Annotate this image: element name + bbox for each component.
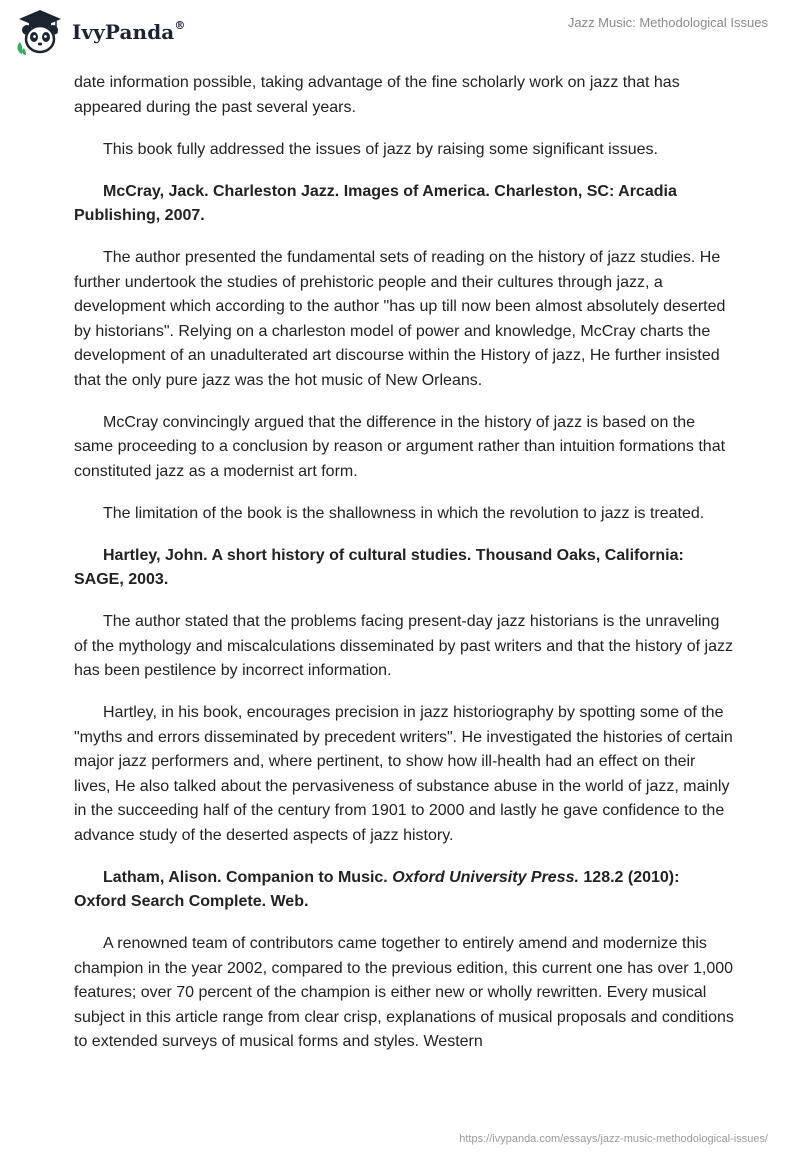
essay-body [74,71,734,1072]
brand-name: IvyPanda® [72,19,186,44]
paragraph: The author presented the fundamental sets of reading on the history of jazz studies. He further undertook the studies of prehistoric people and their cultures through jazz, a development which according to the author "has up till now been almost absolutely deserted by historians". Relying on a charleston model of power and knowledge, McCray charts the development of an unadulterated art discourse within the History of jazz, He further insisted that the only pure jazz was the hot music of New Orleans. [74,249,726,389]
citation-mccray: McCray, Jack. Charleston Jazz. Images of America. Charleston, SC: Arcadia Publishing, 2007. [74,182,677,224]
document-title: Jazz Music: Methodological Issues [567,15,768,30]
citation-latham: Latham, Alison. Companion to Music. Oxford University Press. 128.2 (2010): Oxford Search Complete. Web. [74,868,680,910]
citation-hartley: Hartley, John. A short history of cultural studies. Thousand Oaks, California: SAGE, 2003. [74,546,684,588]
paragraph: The author stated that the problems facing present-day jazz historians is the unraveling of the mythology and miscalculations disseminated by past writers and that the history of jazz has been pestilence by incorrect information. [74,613,733,679]
page-header [0,0,800,64]
logo[interactable] [14,8,185,56]
panda-graduation-cap-icon [14,8,66,56]
paragraph: This book fully addressed the issues of jazz by raising some significant issues. [103,140,658,158]
paragraph: date information possible, taking advantage of the fine scholarly work on jazz that has appeared during the past several years. [74,74,680,116]
source-url[interactable]: https://ivypanda.com/essays/jazz-music-methodological-issues/ [459,1133,768,1145]
paragraph: The limitation of the book is the shallowness in which the revolution to jazz is treated. [103,504,705,522]
paragraph: McCray convincingly argued that the difference in the history of jazz is based on the same proceeding to a conclusion by reason or argument rather than intuition formations that constituted jazz as a modernist art form. [74,413,726,480]
paragraph: A renowned team of contributors came together to entirely amend and modernize this champion in the year 2002, compared to the previous edition, this current one has over 1,000 features; over 70 percent of the champion is either new or wholly rewritten. Every musical subject in this article range from clear crisp, explanations of musical proposals and conditions to extended surveys of musical forms and styles. Western [74,935,734,1050]
paragraph: Hartley, in his book, encourages precision in jazz historiography by spotting some of the "myths and errors disseminated by precedent writers". He investigated the histories of certain major jazz performers and, where pertinent, to show how ill-health had an effect on their lives, He also talked about the pervasiveness of substance abuse in the world of jazz, mainly in the succeeding half of the century from 1901 to 2000 and lastly he gave confidence to the advance study of the deserted aspects of jazz history. [74,704,733,844]
